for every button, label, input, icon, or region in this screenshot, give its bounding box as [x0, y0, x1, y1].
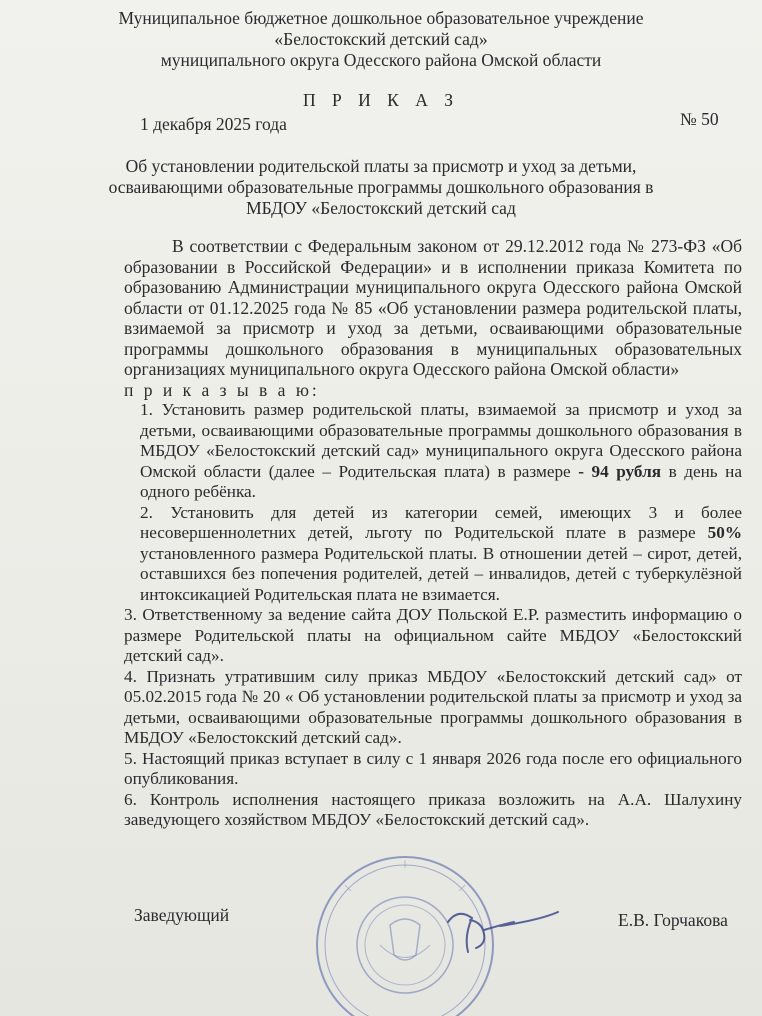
order-body [124, 236, 742, 831]
preamble-text: В соответствии с Федеральным законом от 29.12.2012 года № 273-ФЗ «Об образовании в Российской Федерации» и в исполнении приказа Комитета по образованию Администрации муниципального округа Одесского района Омской области от 01.12.2025 года № 85 «Об установлении размера родительской платы, взимаемой за присмотр и уход за детьми, осваивающими образовательные программы дошкольного образования в муниципальных образовательных организациях муниципального округа Одесского района Омской области» [124, 236, 742, 379]
order-item: 2. Установить для детей из категории семей, имеющих 3 и более несовершеннолетних детей, льготу по Родительской плате в размере 50% установленного размера Родительской платы. В отношении детей – сирот, детей, оставшихся без попечения родителей, детей – инвалидов, детей с туберкулёзной интоксикацией Родительская плата не взимается. [140, 502, 742, 604]
order-date: 1 декабря 2025 года [140, 114, 287, 134]
header-line-1: Муниципальное бюджетное дошкольное образовательное учреждение [118, 8, 644, 28]
subject-line-3: МБДОУ «Белостокский детский сад [246, 198, 516, 218]
order-item: 3. Ответственному за ведение сайта ДОУ Польской Е.Р. разместить информацию о размере Родительской платы на официальном сайте МБДОУ «Белостокский детский сад». [124, 605, 742, 665]
order-item: 4. Признать утратившим силу приказ МБДОУ «Белостокский детский сад» от 05.02.2015 года № 20 « Об установлении родительской платы за присмотр и уход за детьми, осваивающими образовательные программы дошкольного образования в МБДОУ «Белостокский детский сад». [124, 666, 742, 747]
order-item: 6. Контроль исполнения настоящего приказа возложить на А.А. Шалухину заведующего хозяйством МБДОУ «Белостокский детский сад». [124, 789, 742, 829]
handwritten-signature [440, 900, 560, 960]
subject-line-2: осваивающими образовательные программы дошкольного образования в [108, 177, 654, 197]
decree-word: п р и к а з ы в а ю: [124, 379, 320, 400]
order-title: П Р И К А З [303, 90, 459, 110]
signatory-name: Е.В. Горчакова [618, 910, 728, 930]
subject-line-1: Об установлении родительской платы за присмотр и уход за детьми, [125, 156, 637, 176]
header-line-3: муниципального округа Одесского района Омской области [160, 50, 602, 70]
header-line-2: «Белостокский детский сад» [274, 29, 488, 49]
order-subject [0, 156, 762, 219]
order-items [124, 400, 742, 831]
order-item: 5. Настоящий приказ вступает в силу с 1 января 2026 года после его официального опубликования. [124, 748, 742, 788]
order-number: № 50 [680, 109, 719, 129]
order-item: 1. Установить размер родительской платы, взимаемой за присмотр и уход за детьми, осваивающими образовательные программы дошкольного образования в МБДОУ «Белостокский детский сад» муниципального округа Одесского района Омской области (далее – Родительская плата) в размере - 94 рубля в день на одного ребёнка. [140, 400, 742, 501]
signatory-role: Заведующий [134, 905, 230, 925]
institution-header [0, 8, 762, 71]
